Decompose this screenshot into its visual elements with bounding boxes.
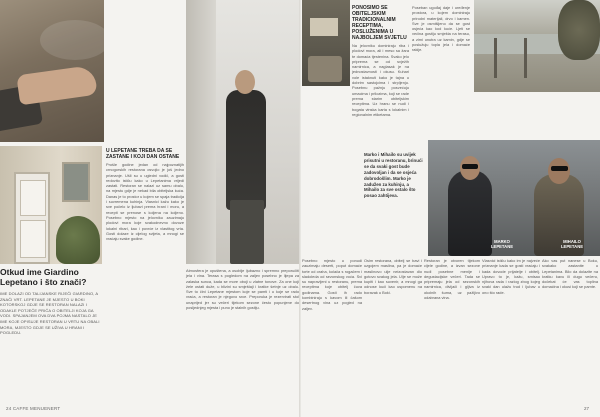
page-gutter — [299, 0, 301, 417]
right-column-1 — [352, 5, 409, 117]
bottom-text-3: Restoran je otvoren tijekom cijele godine, a izvan sezone nudi posebne menije i degustacijske večeri. Tada se pripremaju jela od sezonskih namirnica, divljači i gljiva iz okolnih šuma, uz pažljivo odabrana vina. — [424, 258, 480, 301]
section-heading: U LEPETANE TREBA DA SE ZASTANE I KOJI DAN OSTANE — [106, 148, 180, 160]
sunglasses-icon — [462, 164, 478, 169]
hand-photo — [0, 0, 104, 142]
door-photo — [0, 146, 102, 264]
bottom-column-5 — [542, 258, 598, 290]
bottom-column-1 — [302, 258, 362, 311]
right-text-1: Na jelovniku dominiraju riba i plodovi mora, ali i meso sa žara te domaća tjestenina. Svako jelo priprema se od svježih namirnica, a naglasak je na jednostavnosti i okusu. Kuhari vole istaknuti kako je tajna u dobrim sastojcima i strpljenju. Posebnu pažnju posvećuju umacima i prilozima, koji se rade prema starim obiteljskim receptima. Uz hranu se nudi i bogata vinska karta s lokalnim i regionalnim etiketama. — [352, 43, 409, 117]
man-photo — [186, 0, 299, 264]
person-2-face — [548, 158, 570, 184]
caption-title: Otkud ime Giardino Lepetano i što znači? — [0, 267, 87, 287]
section-text: Prošle godine jedan od najpoznatijih crnogorskih restorana osvojio je još jedno priznanje. Ušli su u ugledni vodič, a gosti redovito ističu kako u Lepetanima vrijedi zastati. Restoran se nalazi uz samu obalu, na mjestu gdje je nekad bila obiteljska kuća. Danas je to prostor u kojem se spaja tradicija i suvremena kuhinja. Vlasnici kažu kako je sve počelo iz ljubavi prema hrani i moru, a recepti se prenose s koljena na koljeno. Posebno mjesto na jelovniku zauzimaju plodovi mora koje svakodnevno dovoze lokalni ribari, kao i povrće iz vlastitog vrta. Gosti dolaze iz cijelog svijeta, a mnogi se vraćaju svake godine. — [106, 162, 184, 242]
plant-shape — [56, 216, 100, 264]
bottom-text-4: Vlasnici ističu kako im je najveće priznanje kada se gosti vraćaju i kada dovode prijatelje i obitelj. Upravo to je, kažu, smisao njihova rada i razlog zbog kojeg svaki dan ulažu trud i ljubav u ono što rade. — [482, 258, 540, 295]
bottom-text-1: Posebno mjesto u ponudi zauzimaju deserti, poput domaće torte od oraha, kolača s rogačem i sladoleda od sezonskog voća. Svi su napravljeni u restoranu, prema receptima koje obitelj čuva godinama. Gosti ih rado kombiniraju s kavom ili čašom desertnog vina uz pogled na zaljev. — [302, 258, 362, 311]
bottom-text-2: Osim restorana, obitelj se bavi i uzgojem maslina, pa je domaće maslinovo ulje neizostavan dio gotovo svakog jela. Ulje se može kupiti i kao suvenir, a mnogi ga odnose kući kao uspomenu na boravak u Boki. — [364, 258, 422, 295]
post-shape — [494, 38, 497, 78]
window-shape — [62, 162, 90, 202]
bottom-column-2 — [364, 258, 422, 295]
folio-left: 24 CAFFE MENUENERT — [6, 406, 61, 411]
man-body-shape — [226, 90, 266, 210]
name-tag-left: MARKO LEPETANE — [490, 239, 514, 249]
sign-shape — [310, 18, 338, 36]
left-column-1 — [106, 148, 184, 241]
caption-text: IME DOLAZI OD TALIJANSKE RIJEČI GIARDINO, A ZNAČI VRT. LEPETANE JE MJESTO U BOKI KOTORSKOJ GDJE SE RESTORAN NALAZI I ODAKLE POTJEČE PRIČA O OBITELJI KOJA GA VODI. SPAJANJEM OVA DVA POJMA NASTALO JE IME KOJE OPISUJE RESTORAN U VRTU NA OBALI MORA, MJESTO GDJE SE UŽIVA U HRANI I POGLEDU. — [0, 291, 100, 336]
right-heading: PONOSIMO SE OBITELJSKIM TRADICIONALNIM RECEPTIMA, POSLUŽENIMA U NAJBOLJEM SVJETLU — [352, 5, 407, 41]
tree-shape — [558, 0, 600, 60]
men-photo — [428, 140, 600, 256]
post-shape — [524, 38, 527, 78]
bottom-column-3 — [424, 258, 480, 300]
sunglasses-icon — [551, 166, 568, 171]
name-tag-right: MIHAILO LEPETANE — [560, 239, 584, 249]
pull-quote — [364, 152, 424, 199]
left-column-2 — [186, 268, 299, 310]
chair-shape — [308, 56, 342, 82]
caption-box — [0, 268, 102, 404]
right-text-2: Poseban ugođaj daje i uređenje prostora, u kojem dominiraju prirodni materijali, drvo i kamen. Sve je osmišljeno da se gost osjeća kao kod kuće. Ljeti se većina gostiju smješta na terasu, a zimi unutra uz kamin, gdje se poslužuju topla jela i domaće rakije. — [412, 5, 470, 53]
folio-right: 27 — [584, 406, 590, 411]
section-text-2: Atmosfera je opuštena, a osoblje ljubazno i spremno preporučiti jela i vina. Terasa s pogledom na zaljev posebno je lijepa za zalaska sunca, kada se more oboji u zlatne tonove. Za one koji žele ostati duže, u blizini su smještaji i kratke šetnje uz obalu. Sve to čini Lepetane mjestom koje se pamti i u koje se rado vraća, a restoran je njegovo srce. Preporuka je rezervirati stol unaprijed jer su večeri tijekom sezone često popunjene do posljednjeg mjesta i puno je stalnih gostiju. — [186, 268, 299, 311]
hand-shape — [16, 65, 97, 106]
light-reflection — [40, 20, 104, 60]
man-head-shape — [235, 70, 255, 94]
arch-shape — [186, 0, 216, 264]
door-shape — [14, 172, 50, 264]
beach-photo — [474, 0, 600, 92]
right-column-2 — [412, 5, 470, 53]
cafe-photo — [302, 0, 350, 86]
bottom-column-4 — [482, 258, 540, 295]
quote-text: Marko i Mihailo su uvijek prisutni u restoranu, brinući se da svaki gost bude zadovoljan i da se osjeća dobrodošlim. Marko je zadužen za kuhinju, a Mihailo za sve ostalo što posao zahtijeva. — [364, 152, 423, 199]
man-legs-shape — [230, 200, 264, 264]
bottom-text-5: Ako vas put nanese u Boku, svakako zastanite u Lepetanima. Bilo da dolazite na kratku kavu ili dugu večeru, dočekat će vas toplina domaćina i okusi koji se pamte. — [542, 258, 598, 290]
